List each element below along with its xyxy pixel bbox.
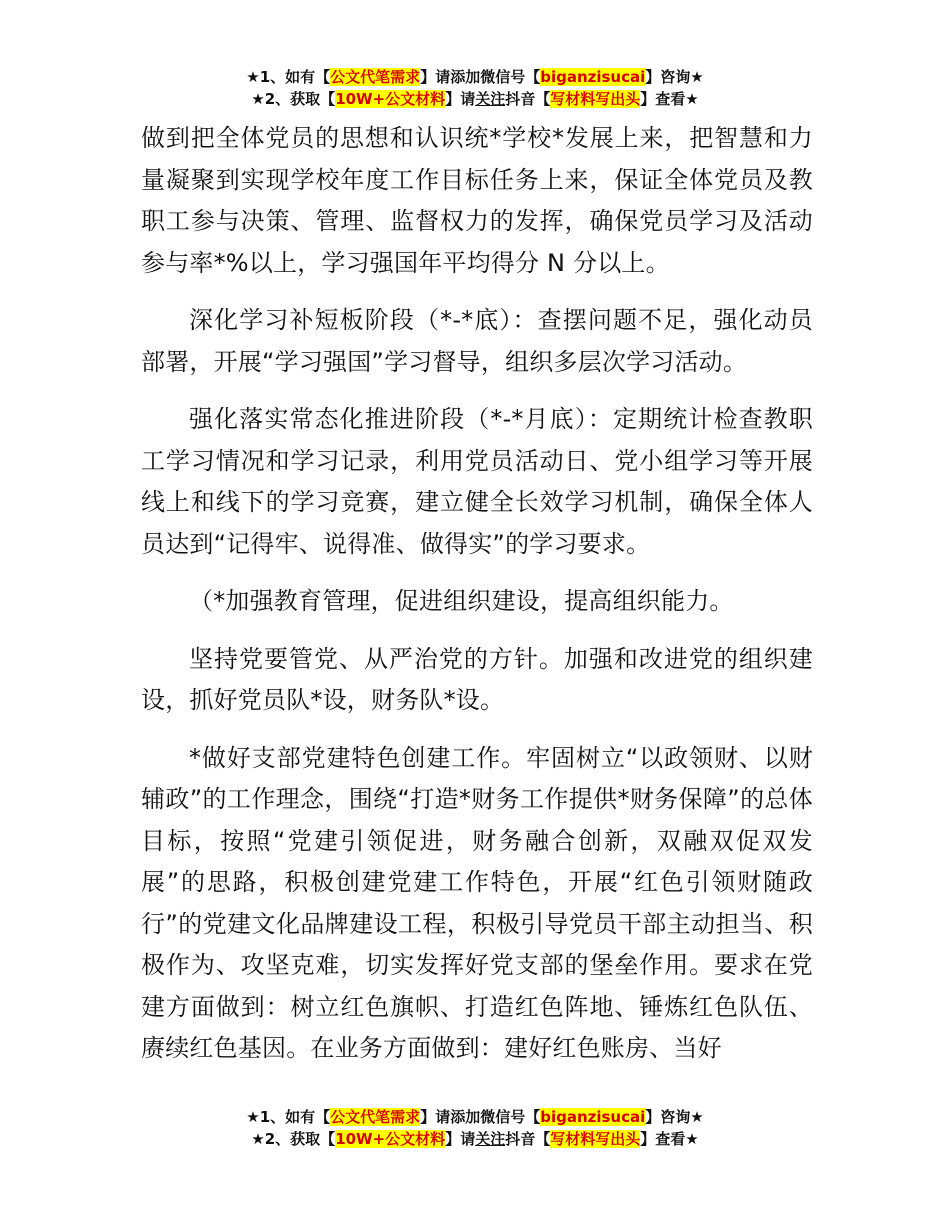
banner-highlight-ghostwriting: 公文代笔需求	[330, 1108, 421, 1126]
banner-highlight-douyin: 写材料写出头	[550, 90, 641, 108]
banner-line-2-middle-a: 】请	[445, 90, 476, 108]
banner-line-1	[0, 66, 950, 88]
banner-line-1-middle: 】请添加微信号【	[420, 68, 541, 86]
document-body	[141, 118, 813, 1086]
banner-line-1-prefix: ★1、如有【	[246, 68, 331, 86]
banner-line-2-middle-a: 】请	[445, 1130, 476, 1148]
banner-line-1	[0, 1106, 950, 1128]
banner-follow-text: 关注	[475, 90, 506, 108]
body-paragraph: *做好支部党建特色创建工作。牢固树立“以政领财、以财辅政”的工作理念，围绕“打造*财务工作提供*财务保障”的总体目标，按照“党建引领促进，财务融合创新，双融双促双发展”的思路，积极创建党建工作特色，开展“红色引领财随政行”的党建文化品牌建设工程，积极引导党员干部主动担当、积极作为、攻坚克难，切实发挥好党支部的堡垒作用。要求在党建方面做到：树立红色旗帜、打造红色阵地、锤炼红色队伍、赓续红色基因。在业务方面做到：建好红色账房、当好	[141, 743, 813, 1062]
body-paragraph: 深化学习补短板阶段（*-*底）：查摆问题不足，强化动员部署，开展“学习强国”学习督导，组织多层次学习活动。	[141, 306, 813, 376]
banner-highlight-wechat-id: biganzisucai	[540, 1108, 646, 1126]
body-paragraph: 强化落实常态化推进阶段（*-*月底）：定期统计检查教职工学习情况和学习记录，利用党员活动日、党小组学习等开展线上和线下的学习竞赛，建立健全长效学习机制，确保全体人员达到“记得牢、说得准、做得实”的学习要求。	[141, 405, 813, 558]
banner-line-1-middle: 】请添加微信号【	[420, 1108, 541, 1126]
banner-highlight-materials: 10W+公文材料	[335, 90, 446, 108]
banner-highlight-wechat-id: biganzisucai	[540, 68, 646, 86]
body-paragraph: 做到把全体党员的思想和认识统*学校*发展上来，把智慧和力量凝聚到实现学校年度工作目标任务上来，保证全体党员及教职工参与决策、管理、监督权力的发挥，确保党员学习及活动参与率*%以上，学习强国年平均得分 N 分以上。	[141, 124, 813, 277]
banner-line-2-middle-b: 抖音【	[505, 1130, 551, 1148]
banner-highlight-douyin: 写材料写出头	[550, 1130, 641, 1148]
banner-line-2-prefix: ★2、获取【	[251, 90, 336, 108]
footer-banner	[0, 1106, 950, 1150]
banner-line-2-suffix: 】查看★	[640, 90, 699, 108]
banner-line-2	[0, 88, 950, 110]
banner-line-1-suffix: 】咨询★	[645, 68, 704, 86]
banner-follow-text: 关注	[475, 1130, 506, 1148]
banner-line-2-suffix: 】查看★	[640, 1130, 699, 1148]
banner-line-1-suffix: 】咨询★	[645, 1108, 704, 1126]
banner-line-2-prefix: ★2、获取【	[251, 1130, 336, 1148]
section-heading: （*加强教育管理，促进组织建设，提高组织能力。	[189, 587, 734, 615]
banner-highlight-ghostwriting: 公文代笔需求	[330, 68, 421, 86]
banner-highlight-materials: 10W+公文材料	[335, 1130, 446, 1148]
banner-line-2	[0, 1128, 950, 1150]
body-paragraph: 坚持党要管党、从严治党的方针。加强和改进党的组织建设，抓好党员队*设，财务队*设。	[141, 644, 813, 714]
header-banner	[0, 66, 950, 110]
banner-line-2-middle-b: 抖音【	[505, 90, 551, 108]
banner-line-1-prefix: ★1、如有【	[246, 1108, 331, 1126]
